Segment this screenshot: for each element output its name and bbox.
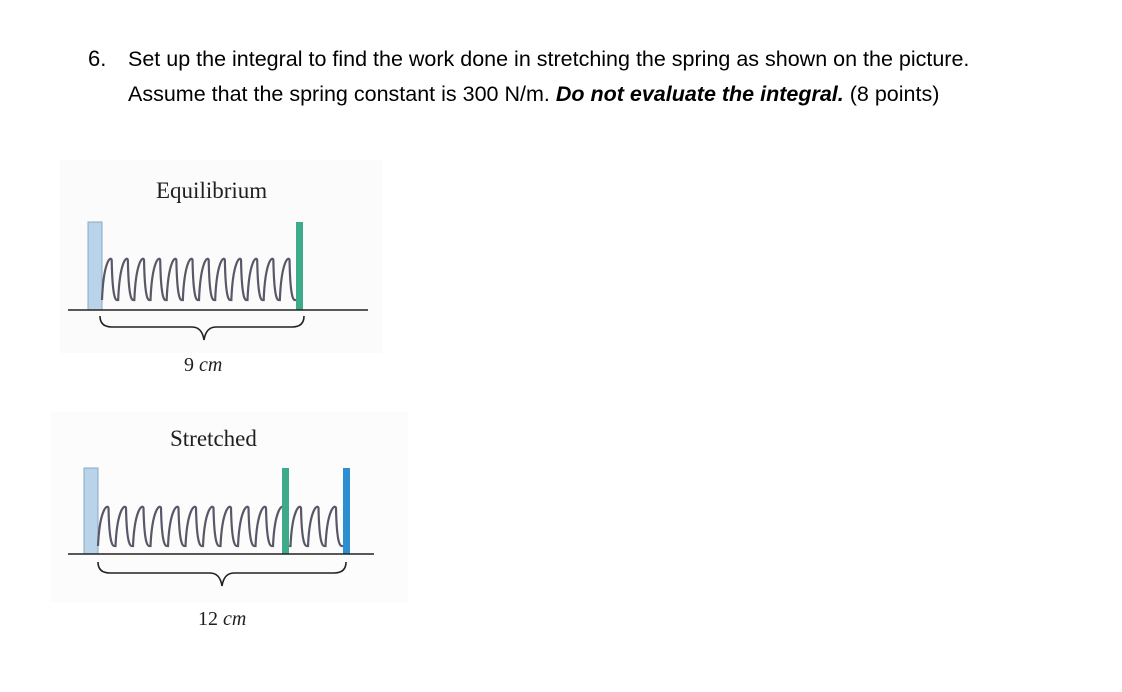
stretched-length-label [198,608,246,631]
stretched-figure [50,412,410,642]
spring-constant-text: Assume that the spring constant is 300 N/m. [128,82,550,106]
stretched-label: Stretched [170,426,257,451]
equilibrium-label: Equilibrium [156,178,268,203]
equilibrium-length-value: 9 [184,354,194,376]
stretched-length-unit: cm [223,608,247,630]
equilibrium-figure [60,160,390,390]
instruction-emphasis: Do not evaluate the integral. [555,82,844,106]
stretched-wall [84,468,98,554]
question-line-1: Set up the integral to find the work done in stretching the spring as shown on the picture. [128,47,970,71]
equilibrium-length-unit: cm [199,354,223,376]
equilibrium-length-label [184,354,222,377]
stretched-equilibrium-marker [282,468,289,554]
question-number: 6. [88,46,107,71]
points-text: (8 points) [849,82,940,106]
equilibrium-wall [88,222,102,310]
equilibrium-marker [296,222,303,310]
stretched-length-value: 12 [198,608,218,630]
question-line-2 [128,82,939,107]
stretched-end-marker [343,468,350,554]
